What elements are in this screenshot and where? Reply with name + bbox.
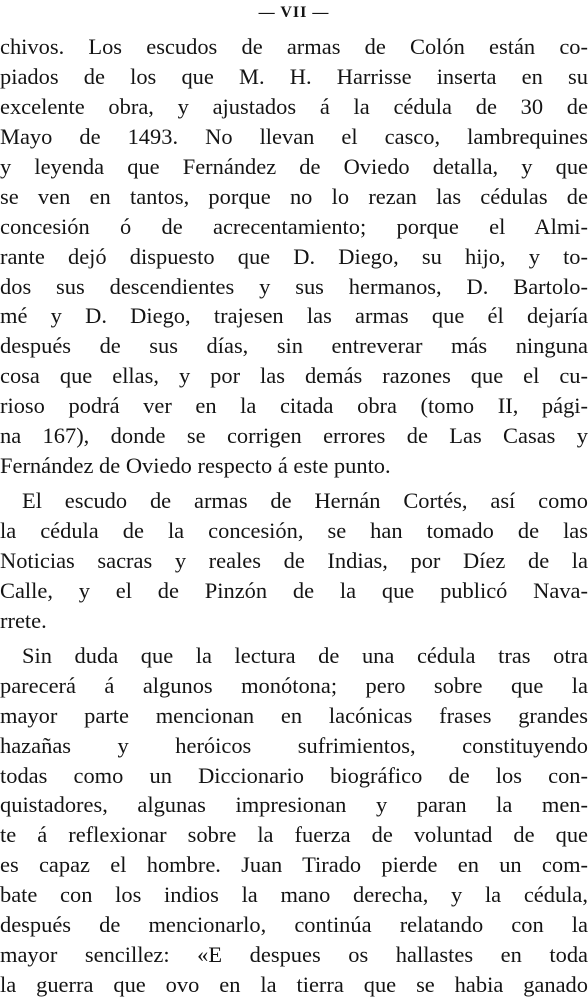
text-line: rioso podrá ver en la citada obra (tomo II, pági- — [0, 393, 588, 419]
text-line: mayor sencillez: «E despues os hallastes en toda — [0, 942, 588, 968]
text-line: la cédula de la concesión, se han tomado de las — [0, 518, 588, 543]
text-line: Mayo de 1493. No llevan el casco, lambrequines — [0, 123, 588, 149]
text-line: hazañas y heróicos sufrimientos, constituyendo — [0, 732, 588, 758]
text-line: piados de los que M. H. Harrisse inserta en su — [0, 63, 588, 89]
text-line: Calle, y el de Pinzón de la que publicó Nava- — [0, 577, 588, 603]
text-line: excelente obra, y ajustados á la cédula de 30 de — [0, 93, 588, 119]
text-line: Noticias sacras y reales de Indias, por Díez de la — [0, 547, 588, 573]
text-line: mayor parte mencionan en lacónicas frases grandes — [0, 702, 588, 728]
text-line: bate con los indios la mano derecha, y la cédula, — [0, 882, 588, 908]
text-line: na 167), donde se corrigen errores de Las Casas y — [0, 423, 588, 449]
text-line: chivos. Los escudos de armas de Colón están co- — [0, 34, 588, 59]
text-line: y leyenda que Fernández de Oviedo detalla, y que — [0, 153, 588, 179]
text-line: es capaz el hombre. Juan Tirado pierde en un com- — [0, 852, 588, 878]
text-line: dos sus descendientes y sus hermanos, D. Bartolo- — [0, 273, 588, 299]
page-folio: — VII — — [258, 4, 330, 21]
text-line: rrete. — [0, 607, 47, 633]
text-line: concesión ó de acrecentamiento; porque el Almi- — [0, 213, 588, 239]
text-line: te á reflexionar sobre la fuerza de voluntad de que — [0, 822, 588, 848]
text-line: rante dejó dispuesto que D. Diego, su hijo, y to- — [0, 243, 588, 269]
text-line: todas como un Diccionario biográfico de los con- — [0, 762, 588, 788]
text-line: quistadores, algunas impresionan y paran la men- — [0, 792, 588, 818]
text-line: la guerra que ovo en la tierra que se habia ganado — [0, 972, 588, 998]
text-line: después de sus días, sin entreverar más ninguna — [0, 333, 588, 359]
text-line: mé y D. Diego, trajesen las armas que él dejaría — [0, 303, 588, 329]
text-line: cosa que ellas, y por las demás razones que el cu- — [0, 363, 588, 389]
text-line: parecerá á algunos monótona; pero sobre que la — [0, 672, 588, 698]
text-line: Sin duda que la lectura de una cédula tras otra — [22, 642, 588, 668]
text-line: se ven en tantos, porque no lo rezan las cédulas de — [0, 183, 588, 209]
text-line: El escudo de armas de Hernán Cortés, así como — [22, 488, 588, 514]
text-line: Fernández de Oviedo respecto á este punto. — [0, 453, 391, 479]
text-line: después de mencionarlo, continúa relatando con la — [0, 912, 588, 938]
